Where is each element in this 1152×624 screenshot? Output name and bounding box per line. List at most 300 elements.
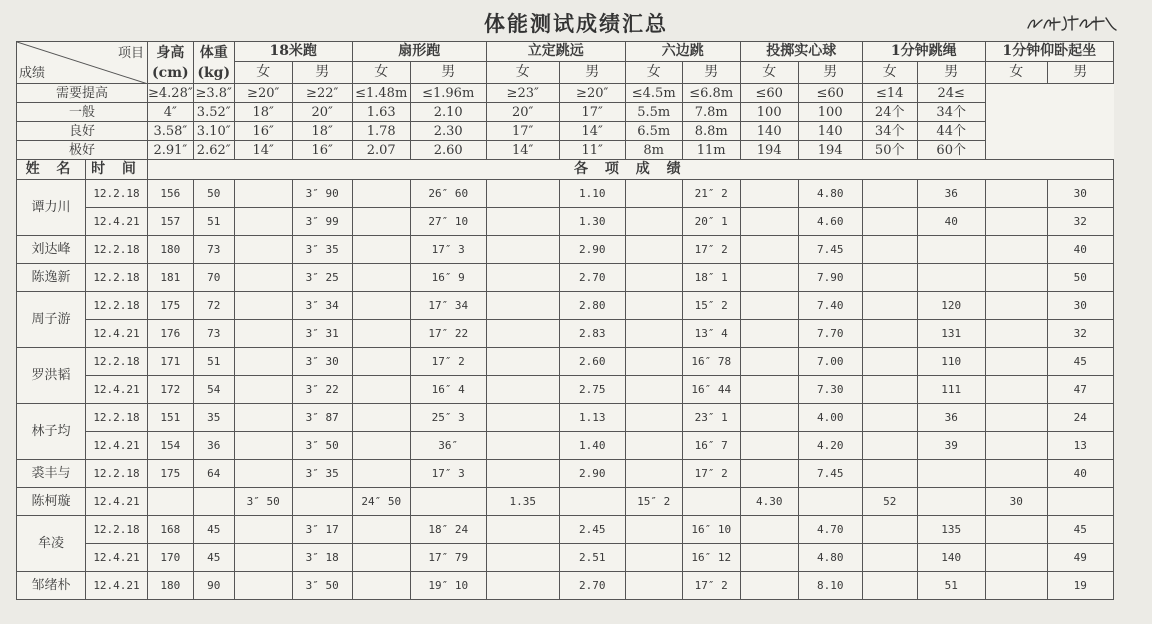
score-cell [862,572,917,600]
gender-female: 女 [352,62,410,84]
score-cell: 17″ 22 [410,320,486,348]
event-header: 扇形跑 [352,42,486,62]
score-cell [740,348,798,376]
score-cell: 172 [148,376,194,404]
score-cell: 2.75 [559,376,625,404]
score-cell: 111 [917,376,985,404]
score-cell [234,236,292,264]
table-row [17,404,1114,432]
standard-value: 16″ [234,122,292,141]
standard-label: 良好 [17,122,148,141]
standard-value: 3.10″ [193,122,234,141]
score-cell [625,348,682,376]
score-cell [862,432,917,460]
score-cell [352,404,410,432]
score-cell: 12.2.18 [86,236,148,264]
table-row [17,432,1114,460]
student-name: 裘丰与 [17,460,86,488]
score-cell [234,460,292,488]
time-column-header: 时 间 [86,160,148,180]
score-cell [985,348,1047,376]
height-header-text: 身高 (cm) [152,44,189,81]
standard-value: 11″ [559,141,625,160]
score-cell: 13 [1047,432,1113,460]
standard-value: ≥20″ [234,84,292,103]
score-cell [917,264,985,292]
score-cell [234,544,292,572]
score-cell [1047,488,1113,516]
table-row [17,376,1114,404]
score-cell: 7.00 [798,348,862,376]
standard-value: ≤14 [862,84,917,103]
score-cell [234,208,292,236]
score-cell: 32 [1047,320,1113,348]
score-cell: 156 [148,180,194,208]
score-cell: 4.80 [798,544,862,572]
score-cell: 3″ 34 [292,292,352,320]
standard-value: ≥20″ [559,84,625,103]
standard-value: ≥4.28″ [148,85,193,101]
score-cell [352,292,410,320]
score-cell: 24 [1047,404,1113,432]
score-cell [985,236,1047,264]
table-row [17,320,1114,348]
standard-value: 2.91″ [148,141,194,160]
score-cell: 3″ 22 [292,376,352,404]
score-cell: 135 [917,516,985,544]
score-cell: 1.40 [559,432,625,460]
standard-value: ≤1.48m [352,84,410,103]
score-cell: 18″ 1 [682,264,740,292]
score-cell: 168 [148,516,194,544]
score-cell: 7.30 [798,376,862,404]
standard-value: 140 [740,122,798,141]
score-cell [985,264,1047,292]
score-cell [486,572,559,600]
score-table [16,41,1114,600]
score-cell: 3″ 87 [292,404,352,432]
page-title: 体能测试成绩汇总 [484,11,668,36]
score-cell [740,208,798,236]
score-cell: 12.4.21 [86,432,148,460]
score-cell: 27″ 10 [410,208,486,236]
weight-header [193,42,234,84]
score-cell [486,264,559,292]
score-cell [234,432,292,460]
score-cell [985,208,1047,236]
score-cell: 36 [917,180,985,208]
student-name: 林子均 [17,404,86,460]
score-cell: 3″ 90 [292,180,352,208]
score-cell: 15″ 2 [625,488,682,516]
gender-male: 男 [1047,62,1113,84]
corner-header [17,42,148,84]
score-cell: 3″ 99 [292,208,352,236]
standard-value: 2.07 [352,141,410,160]
score-cell: 110 [917,348,985,376]
score-cell: 8.10 [798,572,862,600]
standard-value: 20″ [292,103,352,122]
score-cell [352,572,410,600]
score-cell [234,376,292,404]
score-cell: 30 [985,488,1047,516]
score-cell [352,264,410,292]
score-cell: 171 [148,348,194,376]
score-cell [193,488,234,516]
score-cell: 16″ 7 [682,432,740,460]
score-cell: 50 [1047,264,1113,292]
score-cell [862,208,917,236]
table-row [17,236,1114,264]
score-cell: 157 [148,208,194,236]
score-cell: 73 [193,320,234,348]
score-cell: 12.2.18 [86,292,148,320]
score-cell: 12.4.21 [86,320,148,348]
standard-value: 2.62″ [193,141,234,160]
student-name: 陈逸新 [17,264,86,292]
score-cell: 40 [917,208,985,236]
score-cell: 176 [148,320,194,348]
score-cell: 17″ 2 [682,236,740,264]
standard-value: 24个 [862,103,917,122]
score-cell: 16″ 4 [410,376,486,404]
score-cell: 23″ 1 [682,404,740,432]
score-cell: 16″ 44 [682,376,740,404]
score-cell: 2.60 [559,348,625,376]
scores-section-header: 各 项 成 绩 [148,160,1114,180]
score-cell [625,208,682,236]
score-cell: 45 [193,544,234,572]
score-cell: 2.70 [559,264,625,292]
score-cell [740,180,798,208]
score-cell [625,404,682,432]
score-cell: 7.45 [798,460,862,488]
score-cell [740,320,798,348]
score-cell: 52 [862,488,917,516]
score-cell [352,460,410,488]
score-cell: 3″ 30 [292,348,352,376]
score-cell: 17″ 2 [410,348,486,376]
score-cell: 30 [1047,292,1113,320]
score-cell [985,460,1047,488]
score-cell [352,236,410,264]
standard-row [17,122,1114,141]
score-cell [486,516,559,544]
score-cell: 3″ 50 [234,488,292,516]
standard-value: 1.63 [352,103,410,122]
score-cell: 180 [148,572,194,600]
score-cell: 21″ 2 [682,180,740,208]
standard-value: 34个 [917,103,985,122]
score-cell: 4.00 [798,404,862,432]
event-header: 18米跑 [234,42,352,62]
name-column-header: 姓 名 [17,160,86,180]
score-cell [234,320,292,348]
score-cell: 180 [148,236,194,264]
score-cell: 47 [1047,376,1113,404]
table-row [17,292,1114,320]
standard-value: 194 [798,141,862,160]
score-cell: 3″ 25 [292,264,352,292]
score-cell [862,544,917,572]
score-cell [486,376,559,404]
standard-value: 18″ [234,103,292,122]
score-cell: 70 [193,264,234,292]
score-cell: 51 [193,348,234,376]
score-cell [985,292,1047,320]
standard-value: 14″ [486,141,559,160]
standard-value: 14″ [234,141,292,160]
score-cell [682,488,740,516]
score-cell: 45 [193,516,234,544]
score-cell [410,488,486,516]
standard-label: 极好 [17,141,148,160]
score-cell: 1.30 [559,208,625,236]
event-header: 六边跳 [625,42,740,62]
score-cell: 3″ 18 [292,544,352,572]
score-cell [985,376,1047,404]
standard-value: ≥3.8″ [193,84,234,103]
score-cell [625,432,682,460]
score-cell: 16″ 9 [410,264,486,292]
score-cell: 151 [148,404,194,432]
standard-value: 34个 [862,122,917,141]
score-cell: 2.70 [559,572,625,600]
score-cell [234,572,292,600]
score-cell [625,572,682,600]
score-cell [740,376,798,404]
score-cell: 17″ 2 [682,572,740,600]
score-cell: 13″ 4 [682,320,740,348]
score-cell: 73 [193,236,234,264]
standard-value: 11m [682,141,740,160]
score-cell: 12.4.21 [86,572,148,600]
score-cell: 17″ 34 [410,292,486,320]
score-cell: 17″ 3 [410,460,486,488]
score-cell: 45 [1047,348,1113,376]
score-cell: 1.35 [486,488,559,516]
score-cell: 25″ 3 [410,404,486,432]
score-cell: 4.70 [798,516,862,544]
score-cell [917,236,985,264]
score-cell [740,572,798,600]
score-cell: 140 [917,544,985,572]
score-cell [862,516,917,544]
score-cell [740,404,798,432]
score-cell [862,348,917,376]
standard-value: 24≤ [917,84,985,103]
standard-value: 5.5m [625,103,682,122]
table-row [17,488,1114,516]
score-cell: 7.45 [798,236,862,264]
gender-male: 男 [292,62,352,84]
table-row [17,264,1114,292]
standard-value: 3.52″ [193,103,234,122]
table-row [17,572,1114,600]
score-cell [486,460,559,488]
score-cell: 120 [917,292,985,320]
score-cell [625,516,682,544]
score-cell [486,180,559,208]
score-cell [740,544,798,572]
score-cell [740,292,798,320]
weight-header-text: 体重 (kg) [197,44,231,81]
gender-male: 男 [917,62,985,84]
score-cell: 1.10 [559,180,625,208]
standard-value: 194 [740,141,798,160]
score-cell [740,460,798,488]
standard-value: ≤4.5m [625,84,682,103]
score-cell: 7.90 [798,264,862,292]
standard-value: 14″ [559,122,625,141]
score-cell [352,180,410,208]
score-cell: 16″ 12 [682,544,740,572]
score-cell: 17″ 2 [682,460,740,488]
handwritten-signature [1024,12,1120,34]
score-cell: 2.45 [559,516,625,544]
score-cell: 12.2.18 [86,348,148,376]
score-cell: 12.4.21 [86,208,148,236]
standard-value: 17″ [486,122,559,141]
score-cell [862,264,917,292]
score-cell [486,292,559,320]
standard-value: 7.8m [682,103,740,122]
score-cell: 2.83 [559,320,625,348]
score-cell [486,236,559,264]
student-name: 周子游 [17,292,86,348]
score-cell: 7.40 [798,292,862,320]
score-cell [985,404,1047,432]
score-cell: 4.60 [798,208,862,236]
score-cell: 2.80 [559,292,625,320]
standard-value: 20″ [486,103,559,122]
score-cell: 3″ 35 [292,460,352,488]
event-header: 立定跳远 [486,42,625,62]
score-cell: 36 [917,404,985,432]
student-name: 邹绪朴 [17,572,86,600]
score-cell: 12.4.21 [86,544,148,572]
score-cell: 131 [917,320,985,348]
score-cell: 3″ 17 [292,516,352,544]
score-cell [985,432,1047,460]
score-cell [625,236,682,264]
score-cell [862,376,917,404]
score-cell [234,292,292,320]
score-cell: 2.90 [559,236,625,264]
score-cell: 36″ [410,432,486,460]
standard-value: 6.5m [625,122,682,141]
score-cell [985,516,1047,544]
gender-female: 女 [625,62,682,84]
student-name: 牟凌 [17,516,86,572]
gender-male: 男 [682,62,740,84]
corner-label-score: 成绩 [19,66,46,81]
score-cell [625,264,682,292]
score-cell: 24″ 50 [352,488,410,516]
score-cell: 12.2.18 [86,264,148,292]
score-cell [486,348,559,376]
standard-value: 60个 [917,141,985,160]
score-cell: 32 [1047,208,1113,236]
gender-female: 女 [234,62,292,84]
standard-value: 2.10 [410,103,486,122]
standard-row [17,141,1114,160]
score-cell: 1.13 [559,404,625,432]
score-cell: 90 [193,572,234,600]
score-cell: 51 [917,572,985,600]
score-cell: 16″ 78 [682,348,740,376]
score-cell [985,180,1047,208]
score-cell [985,320,1047,348]
score-cell [862,236,917,264]
score-cell: 15″ 2 [682,292,740,320]
score-cell [862,292,917,320]
standard-value: 100 [798,103,862,122]
score-cell: 4.30 [740,488,798,516]
score-cell: 30 [1047,180,1113,208]
score-cell: 16″ 10 [682,516,740,544]
gender-female: 女 [486,62,559,84]
score-cell: 54 [193,376,234,404]
score-cell: 45 [1047,516,1113,544]
score-cell [740,264,798,292]
student-name: 陈柯璇 [17,488,86,516]
standard-value: 2.30 [410,122,486,141]
score-cell: 35 [193,404,234,432]
standard-value: 8m [625,141,682,160]
score-cell: 175 [148,460,194,488]
score-cell [486,208,559,236]
score-cell [352,320,410,348]
score-cell [625,460,682,488]
score-cell: 12.2.18 [86,180,148,208]
score-cell [917,488,985,516]
score-cell: 18″ 24 [410,516,486,544]
score-cell [486,432,559,460]
table-row [17,544,1114,572]
score-cell [234,404,292,432]
standard-value: 17″ [559,103,625,122]
score-cell [625,544,682,572]
standard-row [17,103,1114,122]
standard-value: ≤6.8m [682,84,740,103]
score-cell: 36 [193,432,234,460]
corner-label-item: 项目 [117,46,144,61]
score-cell [352,376,410,404]
student-name: 刘达峰 [17,236,86,264]
score-cell: 40 [1047,236,1113,264]
score-cell [740,516,798,544]
student-name: 谭力川 [17,180,86,236]
score-cell: 2.51 [559,544,625,572]
score-cell [352,208,410,236]
standard-value: 4″ [148,103,194,122]
table-row [17,460,1114,488]
score-cell: 12.2.18 [86,516,148,544]
height-header [148,42,194,84]
standard-label: 需要提高 [17,84,148,103]
gender-female: 女 [862,62,917,84]
score-cell: 64 [193,460,234,488]
score-cell [352,516,410,544]
score-cell: 181 [148,264,194,292]
standard-value: 1.78 [352,122,410,141]
score-cell: 12.2.18 [86,460,148,488]
standard-value: ≥22″ [292,84,352,103]
score-cell [352,348,410,376]
score-cell: 51 [193,208,234,236]
score-cell: 39 [917,432,985,460]
